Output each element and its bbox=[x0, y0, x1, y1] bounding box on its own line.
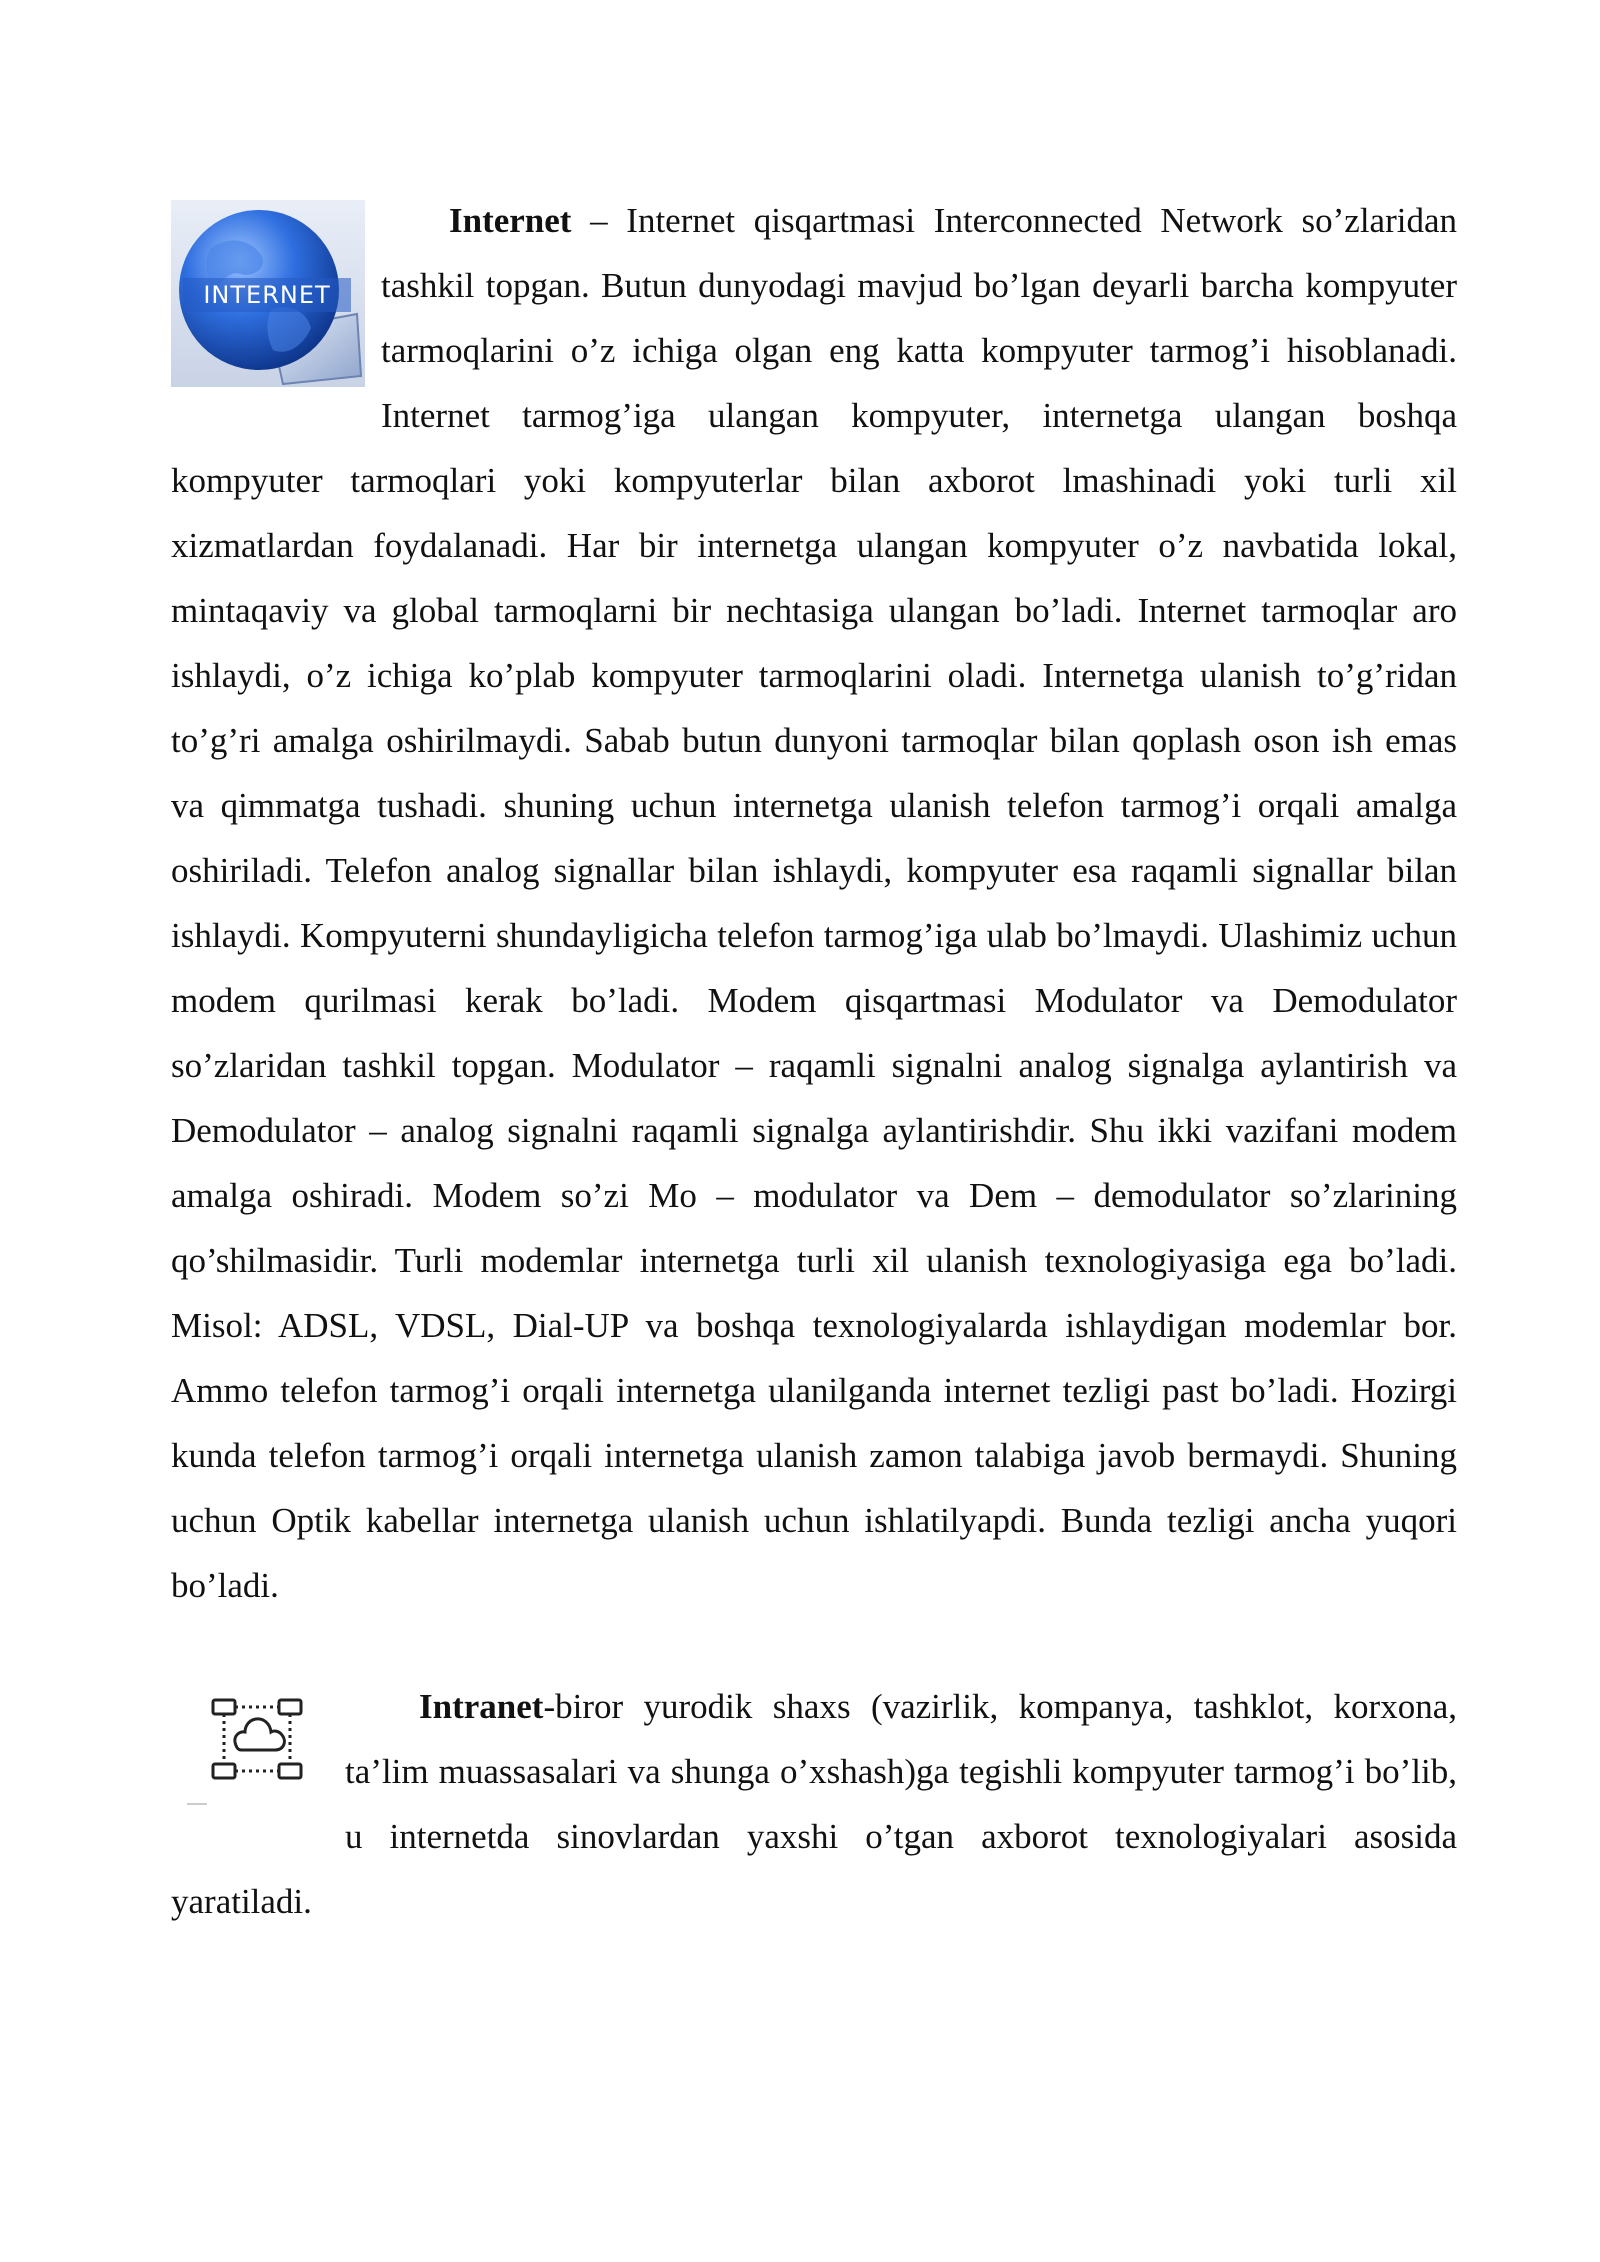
internet-logo-text: INTERNET bbox=[203, 281, 331, 309]
internet-body-text: – Internet qisqartmasi Interconnected Network so’zlaridan tashkil topgan. Butun dunyodagi mavjud bo’lgan deyarli barcha kompyuter tarmoqlarini o’z ichiga olgan eng katta kompyuter tarmog’i hisoblanadi. Internet tarmog’iga ulangan kompyuter, internetga ulangan boshqa kompyuter tarmoqlari yoki kompyuterlar bilan axborot lmashinadi yoki turli xil xizmatlardan foydalanadi. Har bir internetga ulangan kompyuter o’z navbatida lokal, mintaqaviy va global tarmoqlarni bir nechtasiga ulangan bo’ladi. Internet tarmoqlar aro ishlaydi, o’z ichiga ko’plab kompyuter tarmoqlarini oladi. Internetga ulanish to’g’ridan to’g’ri amalga oshirilmaydi. Sabab butun dunyoni tarmoqlar bilan qoplash oson ish emas va qimmatga tushadi. shuning uchun internetga ulanish telefon tarmog’i orqali amalga oshiriladi. Telefon analog signallar bilan ishlaydi, kompyuter esa raqamli signallar bilan ishlaydi. Kompyuterni shundayligicha telefon tarmog’iga ulab bo’lmaydi. Ulashimiz uchun modem qurilmasi kerak bo’ladi. Modem qisqartmasi Modulator va Demodulator so’zlaridan tashkil topgan. Modulator – raqamli signalni analog signalga aylantirish va Demodulator – analog signalni raqamli signalga aylantirishdir. Shu ikki vazifani modem amalga oshiradi. Modem so’zi Mo – modulator va Dem – demodulator so’zlarining qo’shilmasidir. Turli modemlar internetga turli xil ulanish texnologiyasiga ega bo’ladi. Misol: ADSL, VDSL, Dial-UP va boshqa texnologiyalarda ishlaydigan modemlar bor. Ammo telefon tarmog’i orqali internetga ulanilganda internet tezligi past bo’ladi. Hozirgi kunda telefon tarmog’i orqali internetga ulanish zamon talabiga javob bermaydi. Shuning uchun Optik kabellar internetga ulanish uchun ishlatilyapdi. Bunda tezligi ancha yuqori bo’ladi. bbox=[171, 201, 1457, 1605]
document-page bbox=[171, 188, 1457, 1934]
intranet-body-text: -biror yurodik shaxs (vazirlik, kompanya, tashklot, korxona, ta’lim muassasalari va shunga o’xshash)ga tegishli kompyuter tarmog’i bo’lib, u internetda sinovlardan yaxshi o’tgan axborot texnologiyalari asosida yaratiladi. bbox=[171, 1687, 1457, 1921]
section-gap bbox=[171, 1618, 1457, 1674]
internet-globe-logo bbox=[171, 200, 365, 387]
intranet-term: Intranet bbox=[419, 1687, 544, 1726]
internet-paragraph bbox=[171, 188, 1457, 1618]
internet-term: Internet bbox=[449, 201, 572, 240]
cloud-network-icon bbox=[171, 1692, 343, 1817]
intranet-paragraph bbox=[171, 1674, 1457, 1934]
